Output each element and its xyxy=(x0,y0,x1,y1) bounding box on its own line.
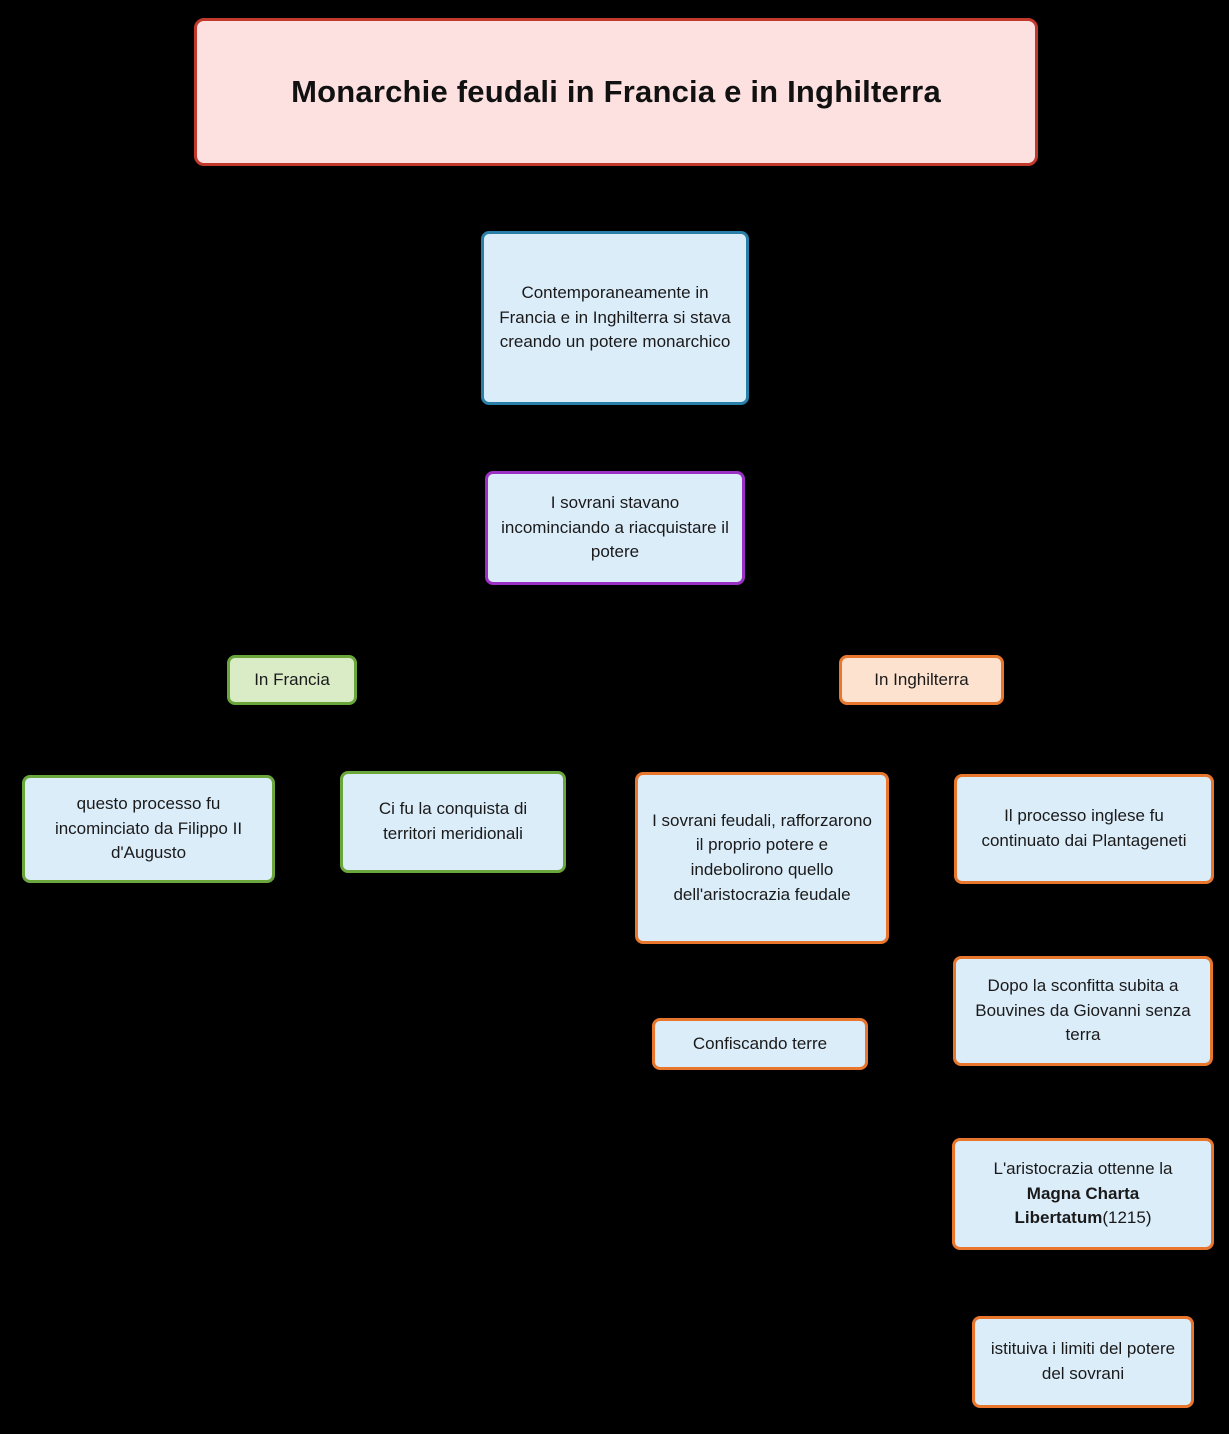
node-filippo-augusto-label: questo processo fu incominciato da Filippo II d'Augusto xyxy=(54,794,243,863)
node-limiti-potere[interactable] xyxy=(972,1316,1194,1408)
node-in-francia[interactable] xyxy=(227,655,357,705)
node-title[interactable] xyxy=(194,18,1038,166)
node-sconfitta-bouvines[interactable] xyxy=(953,956,1213,1066)
node-contemporaneamente[interactable] xyxy=(481,231,749,405)
magna-charta-bold: Magna Charta Libertatum xyxy=(1014,1183,1140,1228)
node-title-label: Monarchie feudali in Francia e in Inghilterra xyxy=(291,73,941,109)
node-sovrani-feudali[interactable] xyxy=(635,772,889,944)
node-contemporaneamente-label: Contemporaneamente in Francia e in Inghilterra si stava creando un potere monarchico xyxy=(499,283,731,352)
node-confiscando-terre[interactable] xyxy=(652,1018,868,1070)
node-magna-charta-label xyxy=(967,1157,1199,1231)
magna-charta-suffix: (1215) xyxy=(1102,1208,1152,1228)
node-sovrani-riacquistare[interactable] xyxy=(485,471,745,585)
node-in-inghilterra-label: In Inghilterra xyxy=(874,669,969,689)
node-in-inghilterra[interactable] xyxy=(839,655,1004,705)
node-magna-charta[interactable] xyxy=(952,1138,1214,1250)
node-sconfitta-bouvines-label: Dopo la sconfitta subita a Bouvines da Giovanni senza terra xyxy=(975,976,1191,1045)
node-filippo-augusto[interactable] xyxy=(22,775,275,883)
node-sovrani-feudali-label: I sovrani feudali, rafforzarono il proprio potere e indebolirono quello dell'aristocrazia feudale xyxy=(652,810,872,904)
node-plantageneti-label: Il processo inglese fu continuato dai Plantageneti xyxy=(981,806,1187,850)
node-conquista-territori[interactable] xyxy=(340,771,566,873)
node-confiscando-terre-label: Confiscando terre xyxy=(692,1033,828,1053)
node-in-francia-label: In Francia xyxy=(254,669,330,689)
node-conquista-territori-label: Ci fu la conquista di territori meridionali xyxy=(378,799,528,843)
node-sovrani-riacquistare-label: I sovrani stavano incominciando a riacquistare il potere xyxy=(501,493,729,562)
magna-charta-prefix: L'aristocrazia ottenne la xyxy=(993,1159,1173,1179)
node-limiti-potere-label: istituiva i limiti del potere del sovrani xyxy=(990,1339,1176,1383)
node-plantageneti[interactable] xyxy=(954,774,1214,884)
